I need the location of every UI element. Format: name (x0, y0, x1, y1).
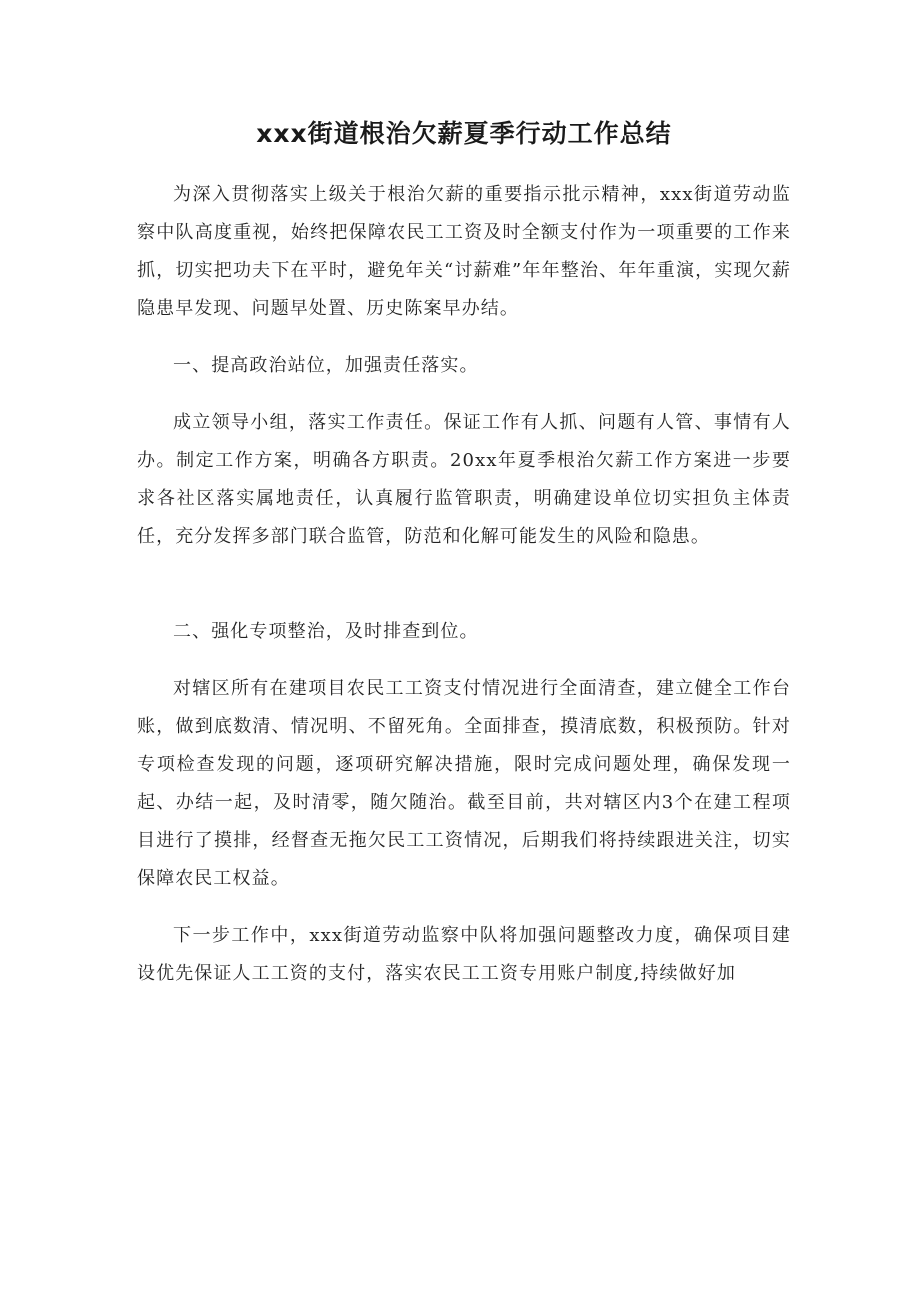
document-title: xxx街道根治欠薪夏季行动工作总结 (256, 119, 672, 148)
section-1-paragraph: 成立领导小组，落实工作责任。保证工作有人抓、问题有人管、事情有人办。制定工作方案，明确各方职责。20xx年夏季根治欠薪工作方案进一步要求各社区落实属地责任，认真履行监管职责，明确建设单位切实担负主体责任，充分发挥多部门联合监管，防范和化解可能发生的风险和隐患。 (137, 412, 791, 547)
section-heading-1: 一、提高政治站位，加强责任落实。 (173, 355, 479, 376)
intro-paragraph: 为深入贯彻落实上级关于根治欠薪的重要指示批示精神，xxx街道劳动监察中队高度重视，始终把保障农民工工资及时全额支付作为一项重要的工作来抓，切实把功夫下在平时，避免年关“讨薪难”年年整治、年年重演，实现欠薪隐患早发现、问题早处置、历史陈案早办结。 (137, 184, 791, 319)
section-heading-2: 二、强化专项整治，及时排查到位。 (173, 621, 479, 642)
next-steps-paragraph: 下一步工作中，xxx街道劳动监察中队将加强问题整改力度，确保项目建设优先保证人工工资的支付，落实农民工工资专用账户制度,持续做好加 (137, 925, 791, 984)
document-page (137, 112, 791, 993)
section-2-paragraph: 对辖区所有在建项目农民工工资支付情况进行全面清查，建立健全工作台账，做到底数清、情况明、不留死角。全面排查，摸清底数，积极预防。针对专项检查发现的问题，逐项研究解决措施，限时完成问题处理，确保发现一起、办结一起，及时清零，随欠随治。截至目前，共对辖区内3个在建工程项目进行了摸排，经督查无拖欠民工工资情况，后期我们将持续跟进关注，切实保障农民工权益。 (137, 678, 791, 889)
